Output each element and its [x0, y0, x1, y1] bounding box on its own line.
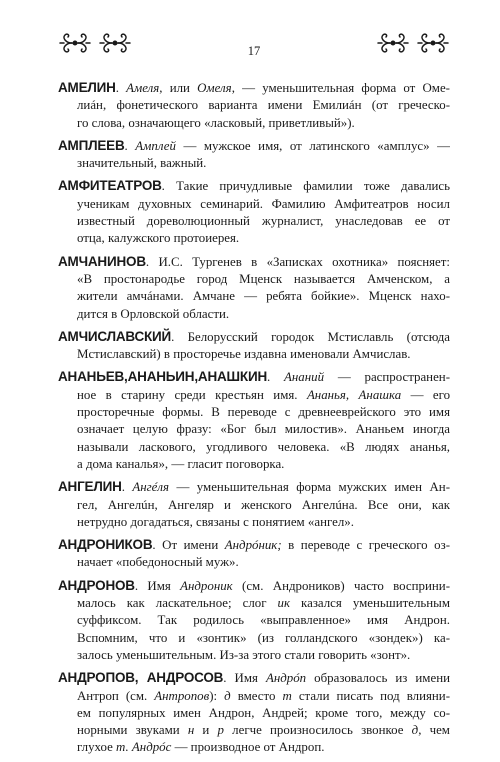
entry-text: . [267, 370, 285, 385]
italic-name: Ананья, Анашка [306, 387, 402, 402]
entry-text: отца, калужского протоиерея. [77, 231, 240, 246]
dictionary-entry [58, 536, 450, 572]
floral-ornament-icon [416, 32, 450, 54]
entry-line [58, 421, 450, 438]
entry-text: залось уменьшительным. Из-за этого стали говорить «зонт». [77, 647, 411, 662]
entry-headword: АНДРОПОВ, АНДРОСОВ [58, 670, 224, 686]
entry-line [58, 97, 450, 114]
dictionary-entries [58, 79, 450, 762]
page-number: 17 [247, 44, 261, 58]
entry-text: . [124, 138, 136, 153]
entry-headword: АНДРОНИКОВ [58, 537, 153, 553]
entry-text: просторечные формы. В переводе с древнееврейского это имя [77, 405, 450, 420]
dictionary-entry [58, 328, 450, 364]
entry-text: — производное от Андроп. [171, 740, 325, 755]
entry-text: известный дореволюционный журналист, унаследовав ее от [77, 214, 450, 229]
floral-ornament-icon [376, 32, 410, 54]
entry-line [58, 213, 450, 230]
italic-name: Антропов [154, 688, 210, 703]
entry-text: и [194, 723, 218, 738]
entry-text: ): [209, 688, 225, 703]
entry-headword: АМЕЛИН [58, 80, 116, 95]
entry-headword: АНГЕЛИН [58, 479, 122, 495]
entry-line [58, 115, 450, 132]
entry-text: , или [159, 81, 198, 95]
entry-text: легче произносилось звонкое [223, 723, 412, 738]
italic-name: д [224, 688, 231, 703]
entry-line [58, 404, 450, 421]
entry-text: глухое [77, 740, 117, 755]
entry-text: жители амчáнами. Амчане — ребята бойкие». Мценск нахо- [77, 289, 450, 304]
entry-text: вместо [230, 688, 283, 703]
entry-text: . От имени [152, 538, 225, 553]
entry-line [58, 346, 450, 363]
entry-line [58, 722, 450, 739]
entry-headword: АМЧИСЛАВСКИЙ [58, 328, 172, 344]
entry-text: ное в старину среди крестьян имя. [77, 387, 307, 402]
entry-line [58, 705, 450, 722]
entry-text: казался уменьшительным [290, 596, 450, 611]
italic-name: Андроник [180, 578, 233, 593]
entry-line [58, 368, 450, 386]
entry-line [58, 196, 450, 213]
entry-text: дится в Орловской области. [77, 306, 230, 321]
entry-line [58, 288, 450, 305]
entry-text: , чем [418, 723, 450, 738]
entry-text: Антроп (см. [77, 688, 155, 703]
entry-text: . [121, 480, 133, 495]
entry-line [58, 514, 450, 531]
entry-text: . [115, 81, 127, 95]
entry-text: го слова, означающего «ласковый, приветливый»). [77, 115, 355, 130]
entry-text: нетрудно догадаться, связаны с понятием «ангел». [77, 514, 354, 529]
italic-name: Ананий [284, 370, 325, 385]
entry-line [58, 253, 450, 271]
italic-name: Андрóп [265, 671, 307, 686]
entry-text: — распространен- [324, 370, 450, 385]
entry-headword: АМЧАНИНОВ [58, 253, 146, 269]
entry-text: . Такие причудливые фамилии тоже давались [161, 179, 450, 194]
entry-headword: АНДРОНОВ [58, 577, 135, 593]
italic-name: Амеля [126, 81, 160, 95]
entry-line [58, 577, 450, 595]
entry-line [58, 230, 450, 247]
entry-line [58, 595, 450, 612]
entry-text: «В простонародье город Мценск называется Амченском, а [77, 271, 450, 286]
entry-text: Мстиславский) в просторечье издавна именовали Амчислав. [77, 347, 411, 362]
entry-line [58, 155, 450, 172]
entry-line [58, 647, 450, 664]
entry-line [58, 387, 450, 404]
entry-text: суффиксом. Так родилось «выправленное» имя Андрон. [77, 613, 450, 628]
entry-text: означает целую фразу: «Бог был милостив». Ананьем иногда [77, 422, 450, 437]
entry-line [58, 439, 450, 456]
entry-text: значительный, важный. [77, 156, 207, 171]
entry-text: образовалось из имени [306, 671, 450, 686]
entry-text: норными звуками [77, 723, 188, 738]
entry-line [58, 478, 450, 496]
entry-line [58, 497, 450, 514]
dictionary-entry [58, 79, 450, 132]
italic-name: т [282, 688, 292, 703]
page-header [58, 28, 450, 62]
entry-text: ем популярных имен Андрон, Андрей; кроме того, между со- [77, 705, 450, 720]
entry-line [58, 328, 450, 346]
entry-headword: АМФИТЕАТРОВ [58, 178, 162, 194]
entry-line [58, 306, 450, 323]
dictionary-entry [58, 368, 450, 473]
entry-text: лиáн, фонетического варианта имени Емилиáн (от греческо- [77, 98, 450, 113]
entry-text: Вспомним, что и «зонтик» (из голландского «зондек») ка- [77, 630, 450, 645]
entry-text: в переводе с греческого оз- [281, 538, 450, 553]
italic-name: р [217, 723, 224, 738]
entry-text: — его [401, 387, 450, 402]
entry-line [58, 79, 450, 97]
entry-line [58, 456, 450, 473]
entry-text: . И.С. Тургенев в «Записках охотника» поясняет: [145, 254, 450, 269]
italic-name: н [187, 723, 195, 738]
entry-text: (см. Андроников) часто восприни- [232, 578, 450, 593]
entry-text: , — уменьшительная форма от Оме- [231, 81, 450, 95]
entry-text: . Имя [223, 671, 266, 686]
entry-headword: АНАНЬЕВ,АНАНЬИН,АНАШКИН [58, 369, 268, 385]
entry-line [58, 137, 450, 155]
italic-name: т. Андрóс [116, 740, 172, 755]
italic-name: Омеля [197, 81, 232, 95]
entry-text: называли ласкового, угодливого человека. «В людях ананья, [77, 439, 450, 454]
entry-text: гел, Ангелúн, Ангеляр и женского Ангелúна. Все они, как [77, 497, 450, 512]
entry-line [58, 612, 450, 629]
entry-text: малось как ласкательное; слог [77, 596, 278, 611]
entry-line [58, 271, 450, 288]
entry-headword: АМПЛЕЕВ [58, 137, 125, 153]
entry-text: стали писать под влияни- [291, 688, 450, 703]
entry-text: начает «победоносный муж». [77, 555, 239, 570]
dictionary-entry [58, 137, 450, 173]
entry-line [58, 688, 450, 705]
entry-line [58, 177, 450, 195]
entry-text: . Белорусский городок Мстиславль (отсюда [171, 329, 450, 344]
ornament-group-right [376, 32, 450, 54]
entry-line [58, 554, 450, 571]
italic-name: Андрóник; [224, 538, 282, 553]
entry-text: — мужское имя, от латинского «амплус» — [175, 138, 450, 153]
italic-name: д [411, 723, 419, 738]
entry-line [58, 536, 450, 554]
italic-name: Амплей [135, 138, 176, 153]
dictionary-entry [58, 253, 450, 323]
italic-name: Ангéля [132, 480, 169, 495]
dictionary-entry [58, 577, 450, 664]
dictionary-entry [58, 177, 450, 247]
entry-line [58, 739, 450, 756]
entry-text: ученикам духовных семинарий. Фамилию Амфитеатров носил [77, 196, 450, 211]
entry-text: — уменьшительная форма мужских имен Ан- [169, 480, 450, 495]
entry-line [58, 669, 450, 687]
italic-name: ик [277, 596, 291, 611]
entry-line [58, 630, 450, 647]
entry-text: . Имя [134, 578, 181, 593]
entry-text: а дома каналья», — гласит поговорка. [77, 456, 285, 471]
dictionary-entry [58, 669, 450, 756]
dictionary-entry [58, 478, 450, 531]
